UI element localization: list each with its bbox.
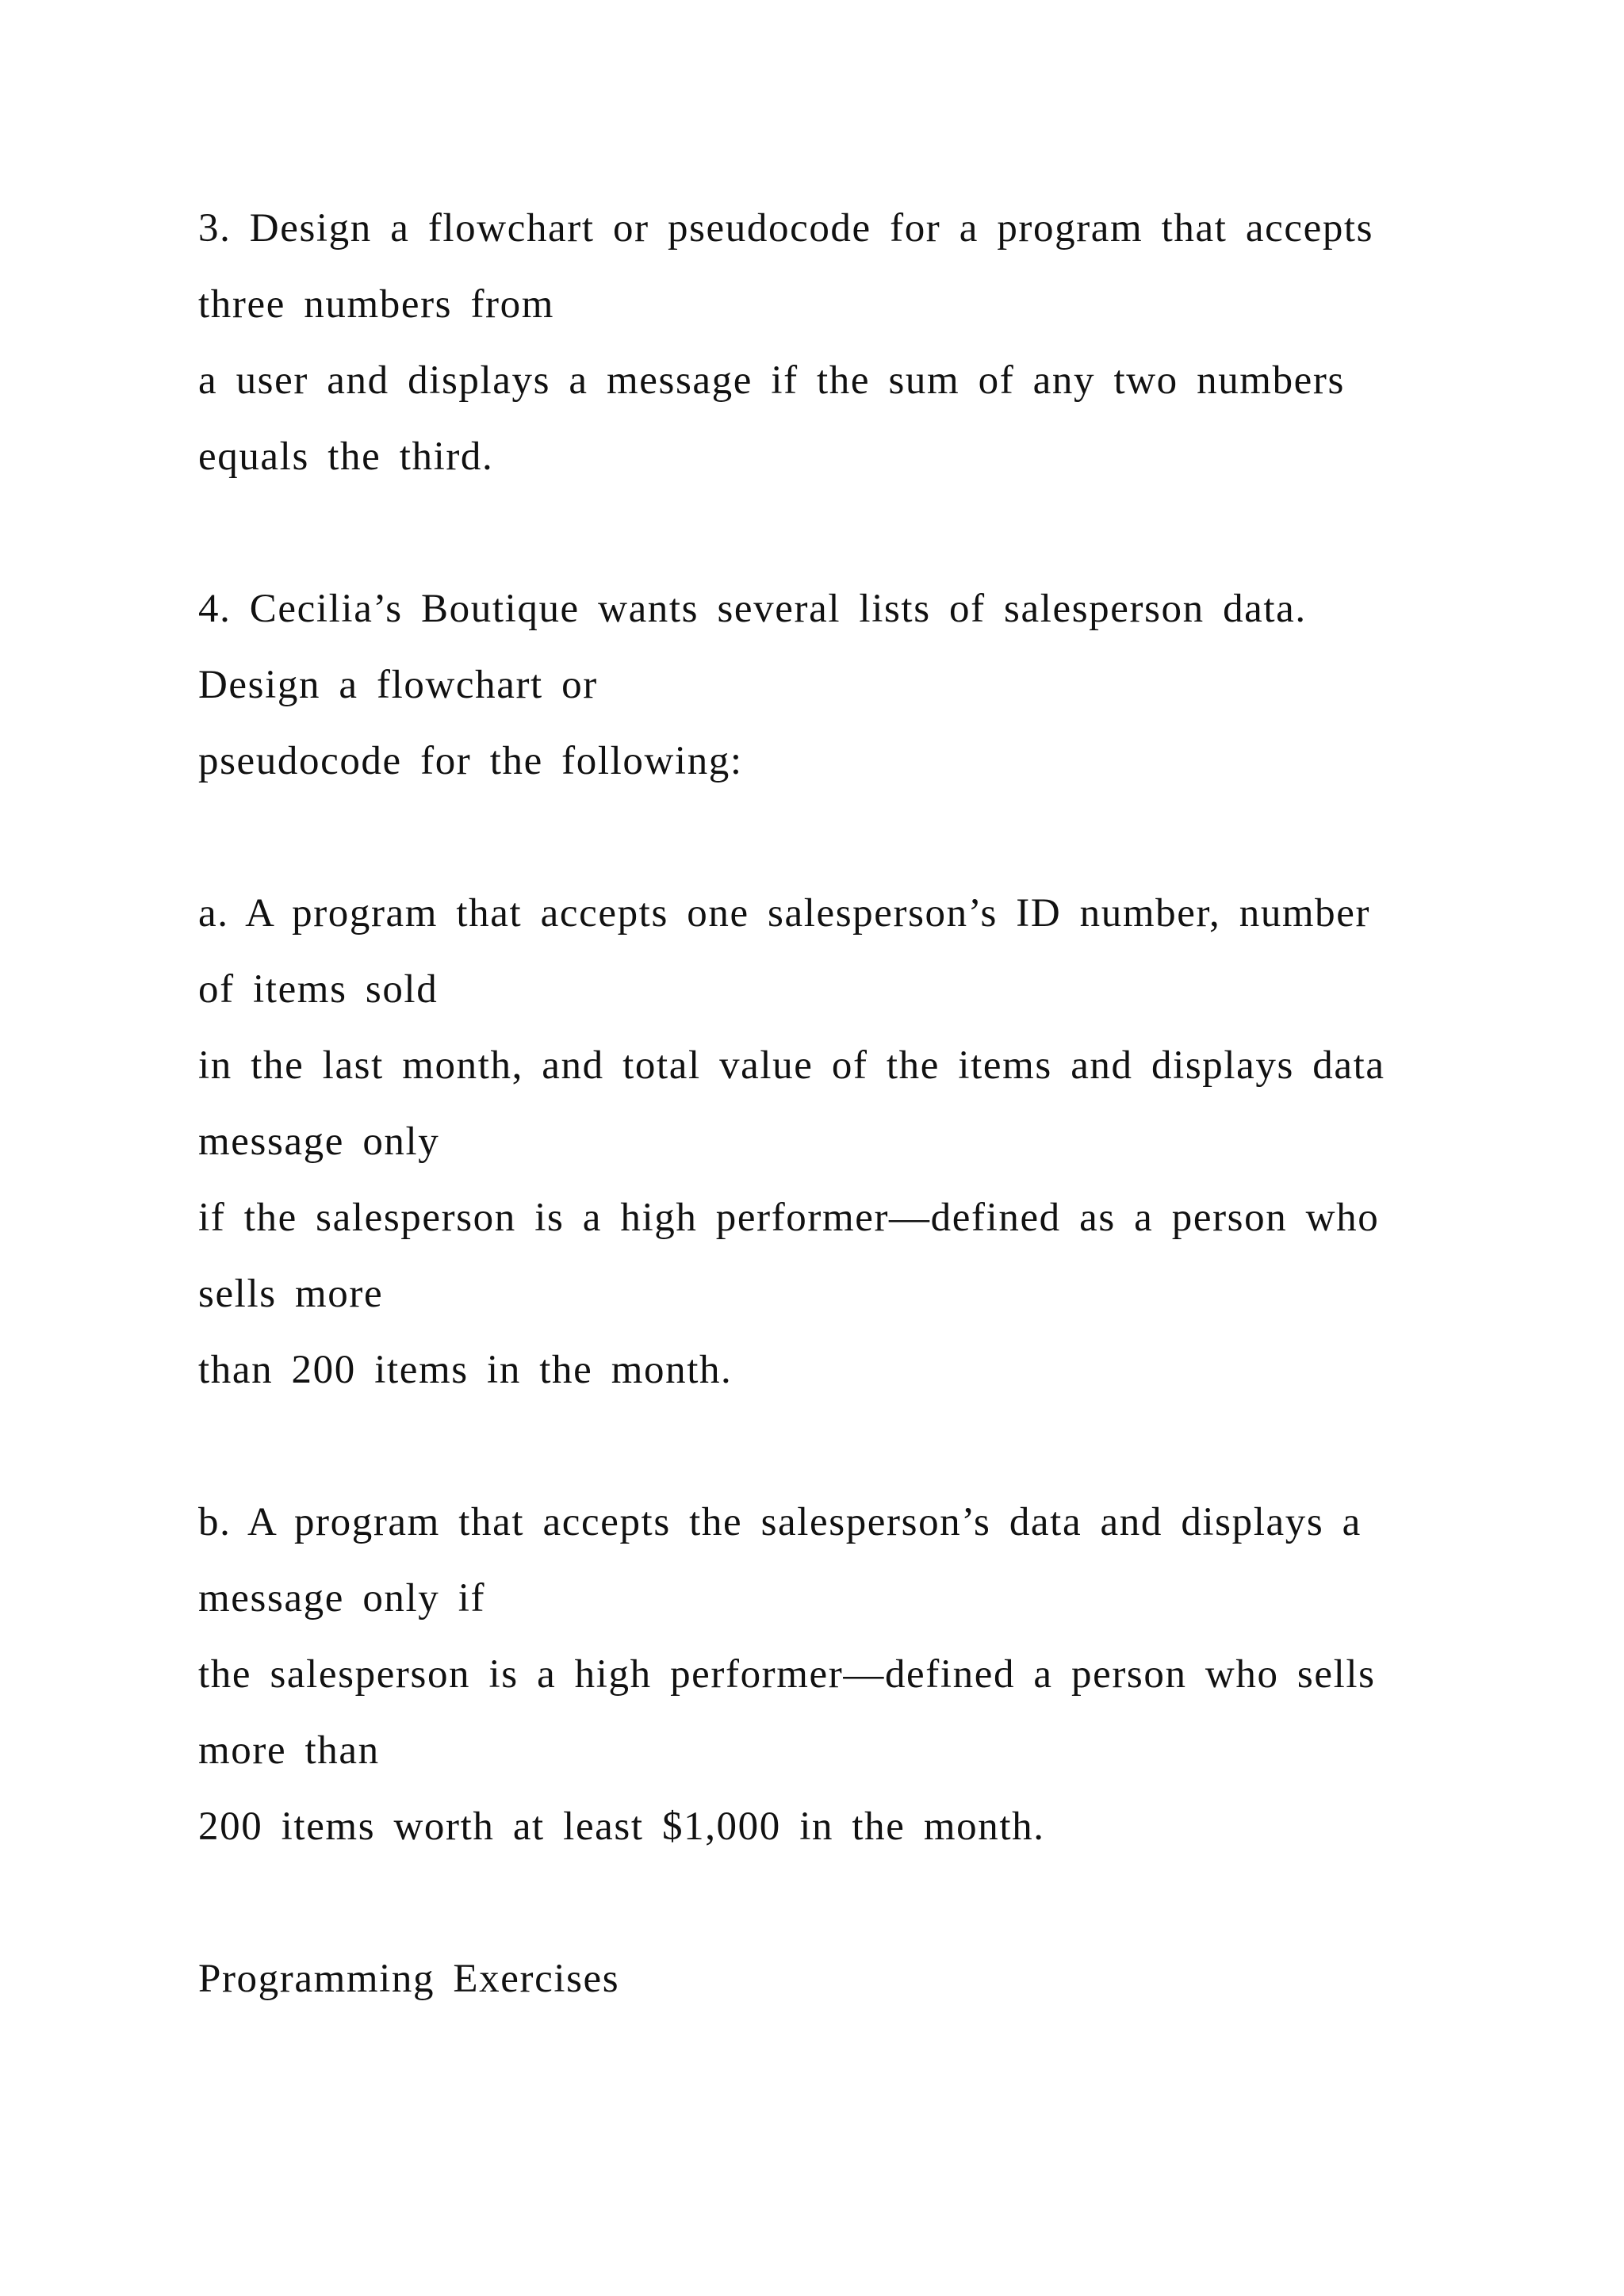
paragraph-gap xyxy=(198,799,1467,875)
question-3 xyxy=(198,190,1467,495)
question-4b-line-5: 200 items worth at least $1,000 in the month. xyxy=(198,1804,1045,1849)
question-3-line-1: 3. Design a flowchart or pseudocode for a program that accepts xyxy=(198,206,1374,251)
question-4-line-3: pseudocode for the following: xyxy=(198,739,743,783)
question-4b xyxy=(198,1484,1467,1865)
document-body xyxy=(198,190,1467,2017)
paragraph-gap xyxy=(198,495,1467,571)
question-4a-line-1: a. A program that accepts one salesperson’s ID number, number xyxy=(198,891,1371,936)
question-3-line-3: a user and displays a message if the sum of any two numbers xyxy=(198,358,1345,403)
question-4b-line-4: more than xyxy=(198,1728,380,1773)
question-4a-line-5: if the salesperson is a high performer—defined as a person who xyxy=(198,1196,1380,1240)
question-4b-line-1: b. A program that accepts the salesperson’s data and displays a xyxy=(198,1500,1362,1544)
paragraph-gap xyxy=(198,1865,1467,1941)
question-4a-line-6: sells more xyxy=(198,1272,384,1316)
question-3-line-2: three numbers from xyxy=(198,282,554,327)
question-4a-line-2: of items sold xyxy=(198,967,439,1012)
question-4-line-2: Design a flowchart or xyxy=(198,663,598,707)
question-4a xyxy=(198,875,1467,1408)
question-4a-line-4: message only xyxy=(198,1119,440,1164)
question-4-line-1: 4. Cecilia’s Boutique wants several lists of salesperson data. xyxy=(198,587,1307,631)
question-4b-line-3: the salesperson is a high performer—defined a person who sells xyxy=(198,1652,1376,1697)
question-4a-line-3: in the last month, and total value of the items and displays data xyxy=(198,1043,1385,1088)
question-4a-line-7: than 200 items in the month. xyxy=(198,1348,733,1392)
question-4 xyxy=(198,571,1467,799)
paragraph-gap xyxy=(198,1408,1467,1484)
question-4b-line-2: message only if xyxy=(198,1576,486,1621)
section-heading: Programming Exercises xyxy=(198,1957,620,2001)
question-3-line-4: equals the third. xyxy=(198,434,494,479)
